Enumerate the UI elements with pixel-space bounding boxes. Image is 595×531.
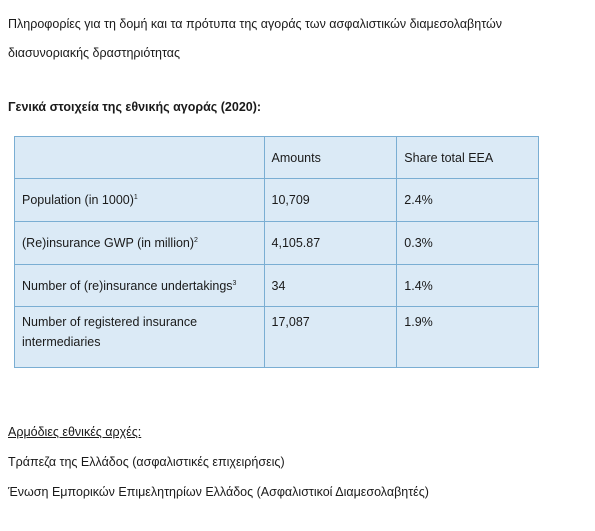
row-amount-cell: 4,105.87 — [264, 222, 397, 265]
row-share-cell: 0.3% — [397, 222, 539, 265]
table-row-population — [15, 179, 539, 222]
header-cell-amounts: Amounts — [264, 137, 397, 179]
authority-item: Τράπεζα της Ελλάδος (ασφαλιστικές επιχειρήσεις) — [8, 455, 285, 469]
row-label: (Re)insurance GWP (in million) — [22, 236, 195, 250]
row-label: Number of registered insurance intermediaries — [22, 315, 198, 349]
intro-line-2: διασυνοριακής δραστηριότητας — [8, 46, 180, 60]
footnote-marker: 2 — [194, 236, 198, 244]
row-share-cell: 2.4% — [397, 179, 539, 222]
authority-item: Ένωση Εμπορικών Επιμελητηρίων Ελλάδος (Ασφαλιστικοί Διαμεσολαβητές) — [8, 485, 429, 499]
intro-paragraph — [8, 10, 583, 68]
row-label-cell — [15, 307, 265, 368]
intro-line-1: Πληροφορίες για τη δομή και τα πρότυπα της αγοράς των ασφαλιστικών διαμεσολαβητών — [8, 17, 502, 31]
table-row-intermediaries — [15, 307, 539, 368]
row-label: Number of (re)insurance undertakings — [22, 278, 233, 293]
header-cell-label — [15, 137, 265, 179]
section-heading: Γενικά στοιχεία της εθνικής αγοράς (2020): — [8, 100, 262, 114]
header-cell-share: Share total EEA — [397, 137, 539, 179]
row-share-cell: 1.9% — [397, 307, 539, 368]
footnote-marker: 1 — [133, 193, 138, 201]
row-amount-cell: 17,087 — [264, 307, 397, 368]
row-share-cell: 1.4% — [397, 265, 539, 307]
footnote-marker: 3 — [232, 279, 237, 287]
row-label: Population (in 1000) — [22, 193, 134, 207]
table-header-row — [15, 137, 539, 179]
row-label-cell — [15, 222, 265, 265]
row-label-cell — [15, 265, 265, 307]
table-row-undertakings — [15, 265, 539, 307]
row-amount-cell: 10,709 — [264, 179, 397, 222]
row-amount-cell: 34 — [264, 265, 397, 307]
market-data-table — [14, 136, 539, 368]
row-label-cell — [15, 179, 265, 222]
authorities-heading: Αρμόδιες εθνικές αρχές: — [8, 425, 142, 439]
table-row-gwp — [15, 222, 539, 265]
